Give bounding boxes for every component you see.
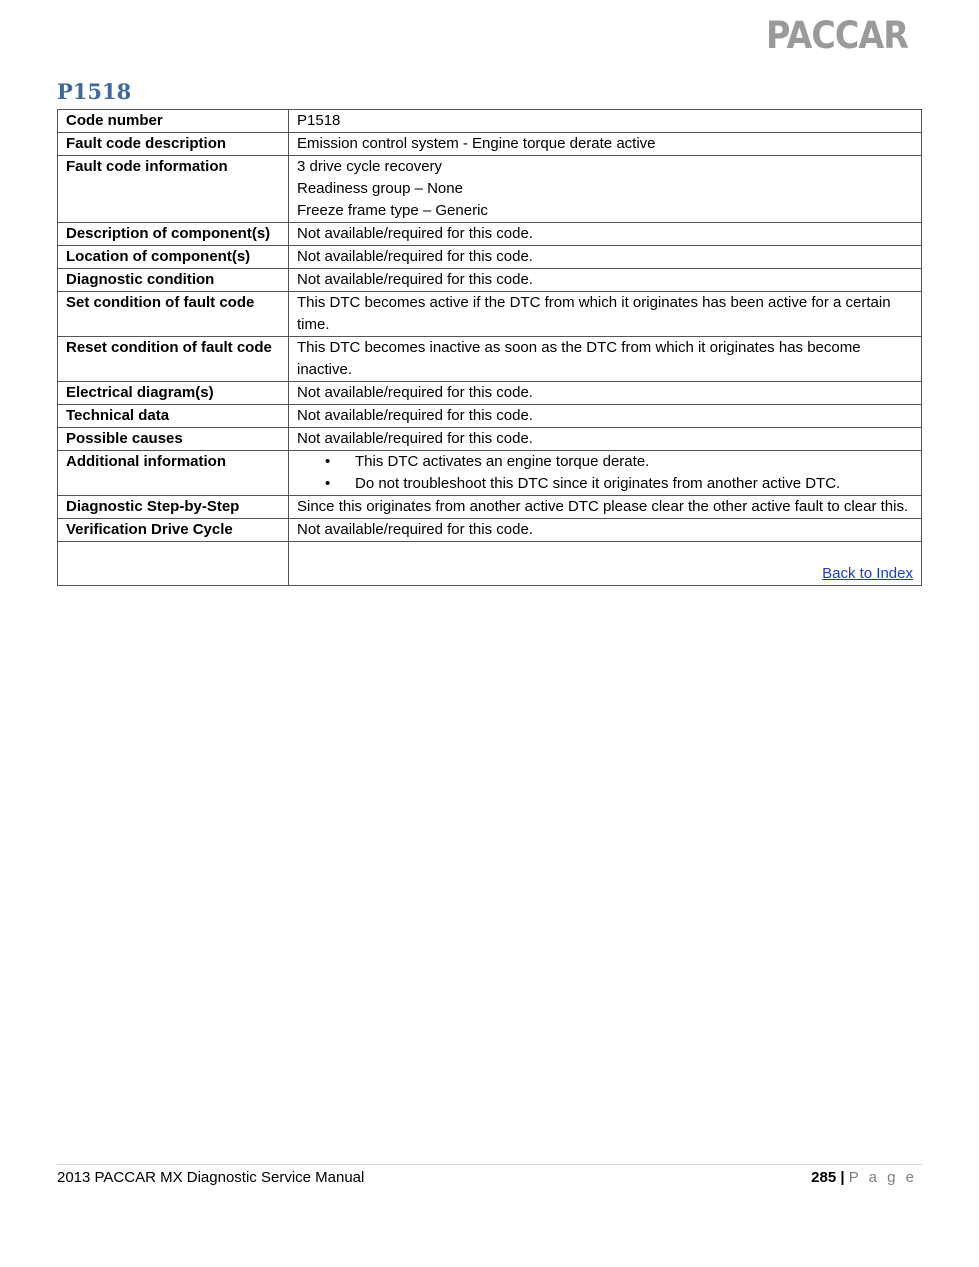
row-label: Set condition of fault code [58, 292, 289, 337]
back-to-index-link[interactable]: Back to Index [822, 565, 913, 582]
list-item: • This DTC activates an engine torque derate. [325, 451, 913, 473]
table-row [58, 496, 922, 519]
row-label: Electrical diagram(s) [58, 382, 289, 405]
table-row [58, 337, 922, 382]
page-number: 285 [811, 1169, 837, 1186]
row-value: Not available/required for this code. [289, 519, 922, 542]
info-line: 3 drive cycle recovery [297, 158, 443, 175]
paccar-logo: PACCAR [766, 14, 909, 57]
bullet-list [297, 451, 913, 495]
row-label: Fault code description [58, 133, 289, 156]
table-row [58, 451, 922, 496]
row-value [289, 156, 922, 223]
footer-manual-title: 2013 PACCAR MX Diagnostic Service Manual [57, 1169, 365, 1186]
empty-cell [58, 542, 289, 586]
row-label: Possible causes [58, 428, 289, 451]
info-line: Readiness group – None [297, 180, 463, 197]
table-row [58, 223, 922, 246]
row-label: Additional information [58, 451, 289, 496]
row-label: Technical data [58, 405, 289, 428]
row-label: Reset condition of fault code [58, 337, 289, 382]
table-row [58, 156, 922, 223]
page-separator: | [840, 1169, 845, 1186]
row-value: Not available/required for this code. [289, 382, 922, 405]
row-label: Code number [58, 110, 289, 133]
fault-code-table [57, 109, 922, 586]
table-row [58, 110, 922, 133]
row-value: Not available/required for this code. [289, 428, 922, 451]
page-word: P a g e [848, 1169, 917, 1186]
footer-divider [57, 1164, 922, 1165]
footer-page-indicator [760, 1168, 917, 1188]
list-item: • Do not troubleshoot this DTC since it originates from another active DTC. [325, 473, 913, 495]
row-label: Diagnostic Step-by-Step [58, 496, 289, 519]
table-row [58, 542, 922, 586]
table-row [58, 519, 922, 542]
row-value: This DTC becomes inactive as soon as the DTC from which it originates has become inactive. [289, 337, 922, 382]
row-value [289, 451, 922, 496]
row-label: Description of component(s) [58, 223, 289, 246]
row-value: Since this originates from another active DTC please clear the other active fault to clear this. [289, 496, 922, 519]
row-value: Not available/required for this code. [289, 246, 922, 269]
table-row [58, 246, 922, 269]
table-row [58, 133, 922, 156]
row-label: Verification Drive Cycle [58, 519, 289, 542]
row-value: Emission control system - Engine torque derate active [289, 133, 922, 156]
row-value: P1518 [289, 110, 922, 133]
table-row [58, 382, 922, 405]
row-value: Not available/required for this code. [289, 269, 922, 292]
row-value: Not available/required for this code. [289, 223, 922, 246]
table-row [58, 292, 922, 337]
row-label: Diagnostic condition [58, 269, 289, 292]
row-label: Fault code information [58, 156, 289, 223]
table-row [58, 405, 922, 428]
link-cell [289, 542, 922, 586]
row-value: Not available/required for this code. [289, 405, 922, 428]
row-label: Location of component(s) [58, 246, 289, 269]
table-row [58, 269, 922, 292]
info-line: Freeze frame type – Generic [297, 202, 488, 219]
table-row [58, 428, 922, 451]
page-title: P1518 [57, 79, 132, 104]
row-value: This DTC becomes active if the DTC from which it originates has been active for a certain time. [289, 292, 922, 337]
